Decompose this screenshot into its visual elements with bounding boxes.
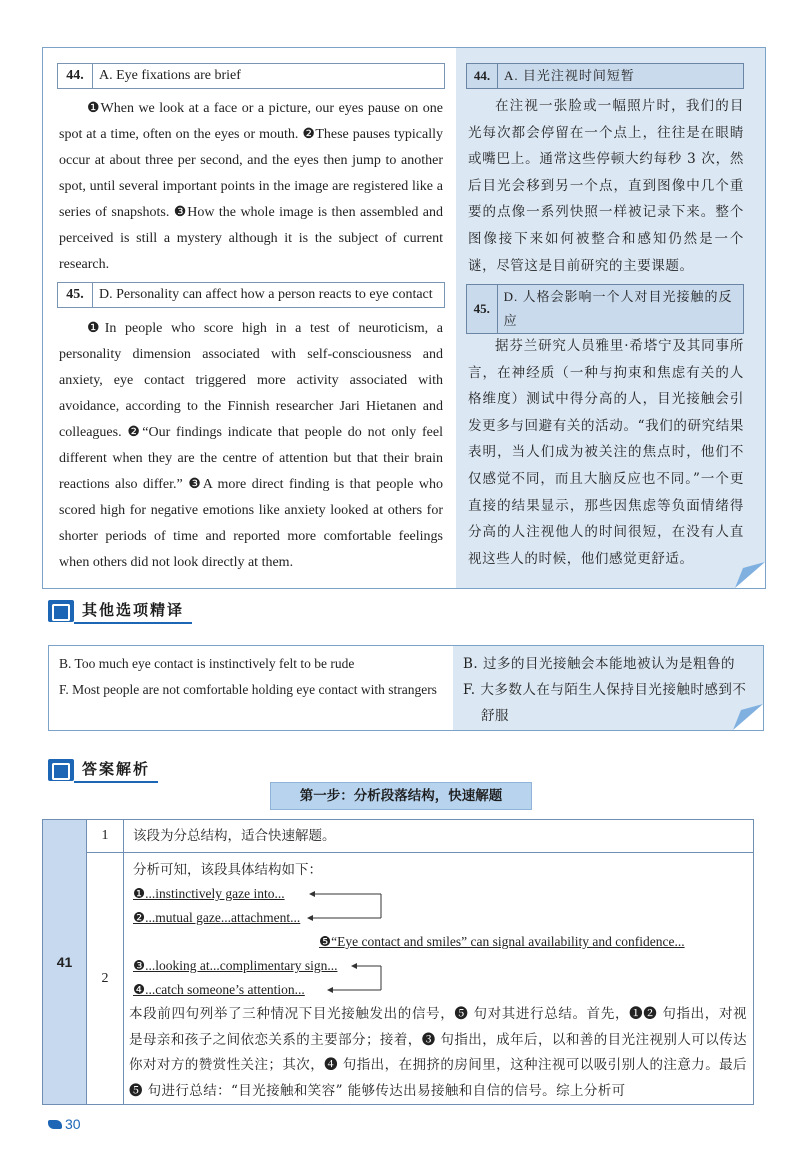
q45-cn-paragraph: 据芬兰研究人员雅里·希塔宁及其同事所言，在神经质（一种与拘束和焦虑有关的人格维度）测试中得分高的人，目光接触会引发更多与回避有关的活动。“我们的研究结果表明，当人们成为被关注的焦点时，他们不仅感觉不同，而且大脑反应也不同。”一个更直接的结果显示，那些因焦虑等负面情绪得分高的人注视他人的时间很短，在没有人直视这些人的时候，他们感觉更舒适。 (468, 338, 744, 567)
chinese-column (456, 48, 765, 588)
q45-number: 45. (58, 283, 93, 307)
q44-paragraph: ❶When we look at a face or a picture, our eyes pause on one spot at a time, often on the eyes or mouth. ❷These pauses typically occur at about three per second, and the eyes then jump to another spot, until several important points in the image are registered like a series of snapshots. ❸How the whole image is then assembled and perceived is still a mystery although it is the subject of current research. (59, 101, 443, 272)
book-icon (48, 759, 74, 781)
row-2-explanation: 本段前四句列举了三种情况下目光接触发出的信号，❺ 句对其进行总结。首先，❶❷ 句指出，对视是母亲和孩子之间依恋关系的主要部分；接着，❸ 句指出，成年后，以和善的目光注视别人可以传达你对对方的赞赏性关注；其次，❹ 句指出，在拥挤的房间里，这种注视可以吸引别人的注意力。最后 ❺ 句进行总结：“目光接触和笑容” 能够传达出易接触和自信的信号。综上分析可 (129, 1006, 747, 1099)
row-divider (87, 852, 753, 853)
options-english (49, 646, 452, 730)
row-2-number: 2 (87, 853, 124, 1104)
page-curl-icon (735, 562, 765, 588)
q45-cn-title: D. 人格会影响一个人对目光接触的反应 (503, 289, 733, 328)
q45-cn-number: 45. (467, 285, 498, 333)
sentence-2: ❷...mutual gaze...attachment... (133, 910, 301, 925)
option-b-en: B. Too much eye contact is instinctively felt to be rude (59, 656, 355, 671)
other-options-heading (48, 598, 192, 624)
option-f-cn: F. 大多数人在与陌生人保持目光接触时感到不舒服 (463, 682, 747, 724)
sentence-1: ❶...instinctively gaze into... (133, 886, 285, 901)
other-options-box (48, 645, 764, 731)
analysis-title: 答案解析 (74, 757, 158, 783)
sentence-4: ❹...catch someone’s attention... (133, 982, 305, 997)
page-number: 30 (65, 1116, 81, 1132)
step-banner: 第一步：分析段落结构，快速解题 (270, 782, 532, 810)
analysis-heading (48, 757, 158, 783)
row-1-text: 该段为分总结构，适合快速解题。 (133, 828, 336, 844)
q45-paragraph: ❶In people who score high in a test of neuroticism, a personality dimension associated with self-consciousness and anxiety, eye contact triggered more activity associated with avoidance, according to the Finnish researcher Jari Hietanen and colleagues. ❷“Our findings indicate that people do not only feel different when they are the centre of attention but that their brain reactions also differ.” ❸A more direct finding is that people who scored high for negative emotions like anxiety looked at others for shorter periods of time and reported more comfortable feelings when others did not look directly at them. (59, 321, 443, 570)
english-column (43, 48, 455, 588)
structure-arrows (293, 886, 393, 1006)
q44-cn-header (466, 63, 744, 89)
q44-title: A. Eye fixations are brief (99, 68, 241, 83)
q44-cn-paragraph: 在注视一张脸或一幅照片时，我们的目光每次都会停留在一个点上，往往是在眼睛或嘴巴上。通常这些停顿大约每秒 3 次，然后目光会移到另一个点，直到图像中几个重要的点像一系列快照一样被记录下来。整个图像接下来如何被整合和感知仍然是一个谜，尽管这是目前研究的主要课题。 (468, 98, 744, 274)
row-1-number: 1 (87, 820, 124, 852)
q44-cn-number: 44. (467, 64, 498, 88)
q45-cn-header (466, 284, 744, 334)
question-number: 41 (43, 820, 87, 1104)
cap-icon (48, 1120, 62, 1129)
other-options-title: 其他选项精译 (74, 598, 192, 624)
page-curl-icon (733, 704, 763, 730)
row-2-intro: 分析可知，该段具体结构如下： (133, 862, 322, 878)
option-f-en: F. Most people are not comfortable holding eye contact with strangers (59, 682, 437, 697)
page-footer (48, 1116, 81, 1132)
options-chinese (453, 646, 763, 730)
sentence-5: ❺“Eye contact and smiles” can signal availability and confidence... (319, 934, 685, 949)
q44-number: 44. (58, 64, 93, 88)
book-icon (48, 600, 74, 622)
q45-title: D. Personality can affect how a person reacts to eye contact (99, 287, 433, 302)
q44-cn-title: A. 目光注视时间短暂 (504, 68, 635, 83)
analysis-table (42, 819, 754, 1105)
q44-header (57, 63, 445, 89)
sentence-3: ❸...looking at...complimentary sign... (133, 958, 338, 973)
passage-box (42, 47, 766, 589)
q45-header (57, 282, 445, 308)
option-b-cn: B. 过多的目光接触会本能地被认为是粗鲁的 (463, 656, 736, 672)
